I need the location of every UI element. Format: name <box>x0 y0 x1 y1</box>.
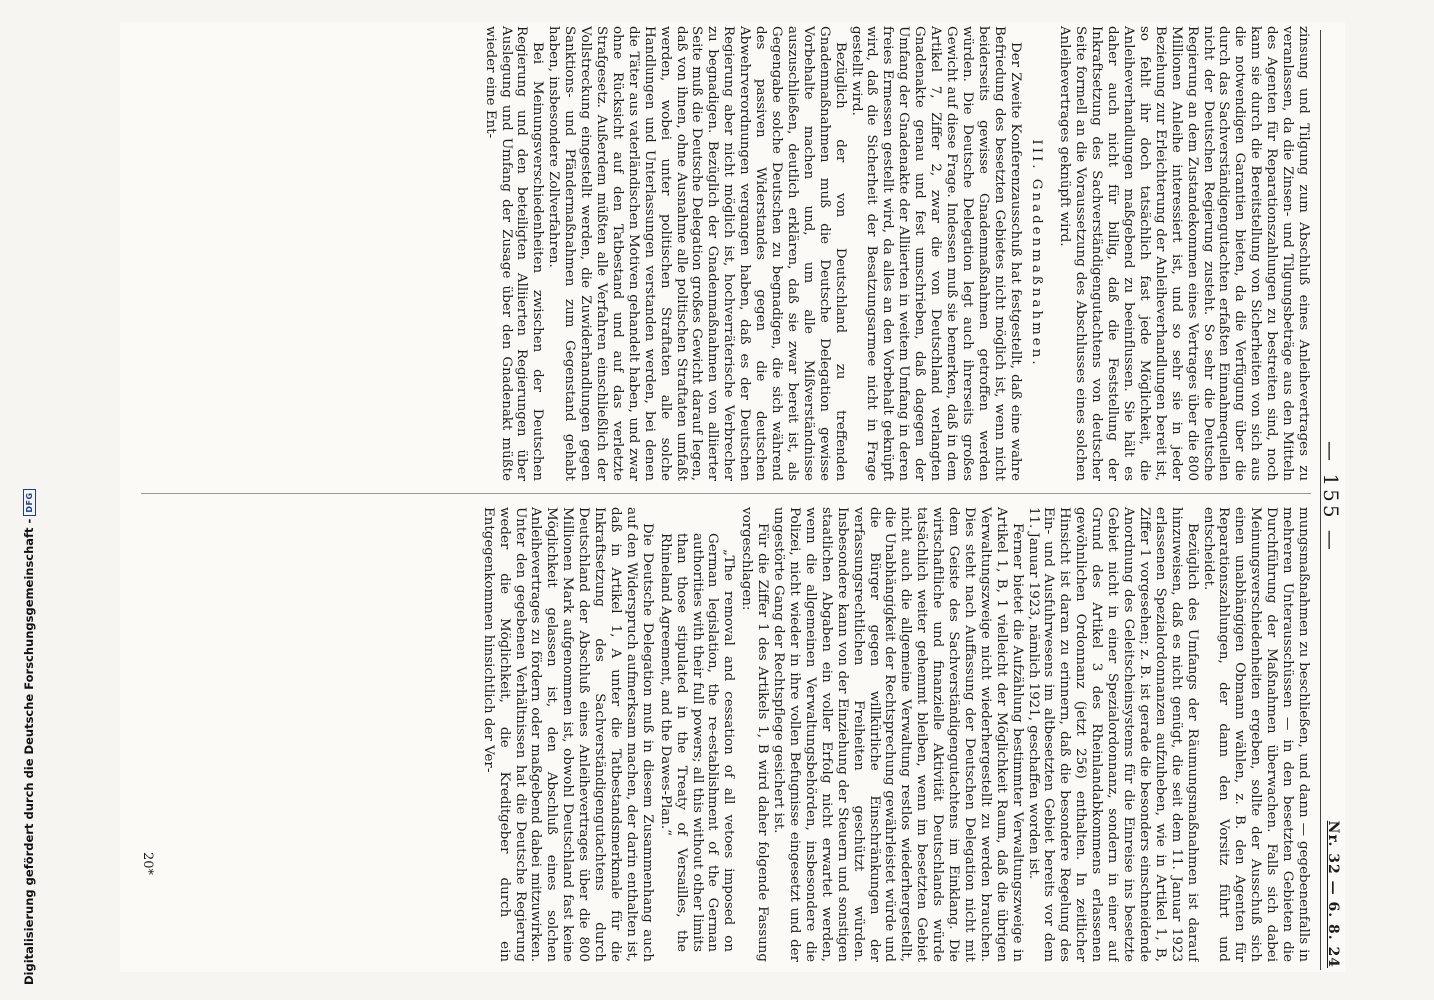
quoted-proposal: „The removal and cessation of all vetoes imposed on German legislation, the re-establishment of the German authorities with their full powers; all this without other limits than those stipulated in the Treaty of Versailles, the Rhineland Agreement, and the Dawes-Plan.“ <box>657 533 737 952</box>
footer-text: Digitalisierung gefördert durch die Deutsche Forschungsgemeinschaft - <box>22 518 36 985</box>
signature-mark: 20* <box>140 852 155 876</box>
paragraph: mungsmaßnahmen zu beschließen, und dann — gegebenenfalls in mehreren Unterausschüssen — in den besetzten Gebieten die Durchführung der Maßnahmen überwachen. Falls sich dabei Meinungsverschiedenheiten ergeben, sollte der Ausschuß sich einen unabhängigen Obmann wählen, z. B. den Agenten für Reparationszahlungen, der dann den Vorsitz führt und entscheidet. <box>1200 507 1311 962</box>
left-text-column <box>141 26 1311 481</box>
dfg-logo-icon: DFG <box>23 489 36 515</box>
paragraph: Bezüglich der von Deutschland zu treffenden Gnadenmaßnahmen muß die Deutsche Delegation gewisse Vorbehalte machen und, um alle Mißverständnisse auszuschließen, deutlich erklären, daß sie zwar bereit ist, als Gegengabe solche Deutschen zu begnadigen, die sich während des passiven Widerstandes gegen die deutschen Abwehrverordnungen vergangen haben, daß es der Deutschen Regierung aber nicht möglich ist, hochverräterische Verbrecher zu begnadigen. Bezüglich der Gnadenmaßnahmen von alliierter Seite muß die Deutsche Delegation großes Gewicht darauf legen, daß von ihnen, ohne Ausnahme alle politischen Straftaten umfaßt werden, wobei unter politischen Straftaten alle solche Handlungen und Unterlassungen verstanden werden, bei denen die Täter aus vaterländischen Motiven gehandelt haben, und zwar ohne Rücksicht auf den Tatbestand und auf das verletzte Strafgesetz. Außerdem müßten alle Verfahren einschließlich der Vollstreckung eingestellt werden, die Zuwiderhandlungen gegen Sanktions- und Pfändermaßnahmen zum Gegenstand gehabt haben, insbesondere Zollverfahren. <box>546 26 848 481</box>
paragraph: Der Zweite Konferenzausschuß hat festgestellt, daß eine wahre Befriedung des besetzten Gebietes nicht möglich ist, wenn nicht beiderseits gewisse Gnadenmaßnahmen getroffen werden würden. Die Deutsche Delegation legt auch ihrerseits großes Gewicht auf diese Frage. Indessen muß sie bemerken, daß in dem Artikel 7, Ziffer 2, zwar die von Deutschland verlangten Gnadenakte genau und fest umschrieben, daß dagegen der Umfang der Gnadenakte der Alliierten in weitem Umfang in deren freies Ermessen gestellt wird, da alles an den Vorbehalt geknüpft wird, daß die Sicherheit der Besatzungsarmee nicht in Frage gestellt wird. <box>848 26 1023 481</box>
page-number: — 155 — <box>1319 441 1343 553</box>
right-text-column <box>141 507 1311 962</box>
paragraph: zinsung und Tilgung zum Abschluß eines Anleihevertrages zu veranlassen, da die Zinsen- und Tilgungsbeträge aus den Mitteln des Agenten für Reparationszahlungen zu bestreiten sind, noch kann sie durch die Bereitstellung von Sicherheiten von sich aus die notwendigen Garantien bieten, da die Verfügung über die durch das Sachverständigengutachten erfaßten Einnahmequellen nicht der Deutschen Regierung zusteht. So sehr die Deutsche Regierung an dem Zustandekommen eines Vertrages über die 800 Millionen Anleihe interessiert ist, und so sehr sie in jeder Beziehung zur Erleichterung der Anleiheverhandlungen bereit ist, so fehlt ihr doch tatsächlich fast jede Möglichkeit, die Anleiheverhandlungen maßgebend zu beeinflussen. Sie hält es daher auch nicht für billig, daß die Feststellung der Inkraftsetzung des Sachverständigengutachtens von deutscher Seite formell an die Voraussetzung des Abschlusses eines solchen Anleihevertrages geknüpft wird. <box>1057 26 1311 481</box>
paragraph: Bezüglich des Umfangs der Räumungsmaßnahmen ist darauf hinzuweisen, daß es nicht genügt, die seit dem 11. Januar 1923 erlassenen Spezialordonnanzen aufzuheben, wie in Artikel 1, B, Ziffer 1 vorgesehen; z. B. ist gerade die besonders einschneidende Anordnung des Geleitscheinsystems für die Einreise ins besetzte Gebiet nicht in einer Spezialordonnanz, sondern in einer auf Grund des Artikel 3 des Rheinlandabkommens erlassenen gewöhnlichen Ordonnanz (jetzt 256) enthalten. In zeitlicher Hinsicht ist daran zu erinnern, daß die besondere Regelung des Ein- und Ausfuhrwesens im altbesetzten Gebiet bereits vor dem 11. Januar 1923, nämlich 1921, geschaffen worden ist. <box>1025 507 1200 962</box>
paragraph: Bei Meinungsverschiedenheiten zwischen der Deutschen Regierung und den beteiligten Alliierten Regierungen über Auslegung und Umfang der Zusage über den Gnadenakt müßte wieder eine Ent- <box>482 26 546 481</box>
header-rule <box>1320 30 1321 970</box>
rotated-document-page <box>120 22 1345 972</box>
issue-reference: Nr. 32 — 6. 8. 24 <box>1325 820 1341 968</box>
paragraph: Für die Ziffer 1 des Artikels 1, B wird daher folgende Fassung vorgeschlagen: <box>739 507 771 962</box>
column-divider <box>141 493 1311 494</box>
paragraph: Die Deutsche Delegation muß in diesem Zusammenhang auch auf den Widerspruch aufmerksam machen, der darin enthalten ist, daß in Artikel 1, A unter die Tatbestandsmerkmale für die Inkraftsetzung des Sachverständigengutachtens durch Deutschland der Abschluß eines Anleihevertrages über die 800 Millionen Mark aufgenommen ist, obwohl Deutschland fast keine Möglichkeit gelassen ist, den Abschluß eines solchen Anleihevertrages zu fördern oder maßgebend dabei mitzuwirken. Unter den gegebenen Verhältnissen hat die Deutsche Regierung weder die Möglichkeit, die Kreditgeber durch ein Entgegenkommen hinsichtlich der Ver- <box>480 507 655 962</box>
digitization-footer <box>22 489 36 985</box>
section-heading: III. Gnadenmaßnahmen. <box>1029 139 1045 368</box>
paragraph: Ferner bietet die Aufzählung bestimmter Verwaltungszweige in Artikel 1, B, 1 vielleicht der Möglichkeit Raum, daß die übrigen Verwaltungszweige nicht wiederhergestellt zu werden brauchen. Dies steht nach Auffassung der Deutschen Delegation nicht mit dem Geiste des Sachverständigengutachtens im Einklang. Die wirtschaftliche und finanzielle Aktivität Deutschlands würde tatsächlich weiter gehemmt bleiben, wenn im besetzten Gebiet nicht auch die allgemeine Verwaltung restlos wiederhergestellt, die Unabhängigkeit der Rechtsprechung gewährleistet würde und die Bürger gegen willkürliche Einschränkungen der verfassungsrechtlichen Freiheiten geschützt würden. Insbesondere kann von der Einziehung der Steuern und sonstigen staatlichen Abgaben ein voller Erfolg nicht erwartet werden, wenn die allgemeinen Verwaltungsbehörden, insbesondere die Polizei, nicht wieder in ihre vollen Befugnisse eingesetzt und der ungestörte Gang der Rechtspflege gesichert ist. <box>771 507 1025 962</box>
